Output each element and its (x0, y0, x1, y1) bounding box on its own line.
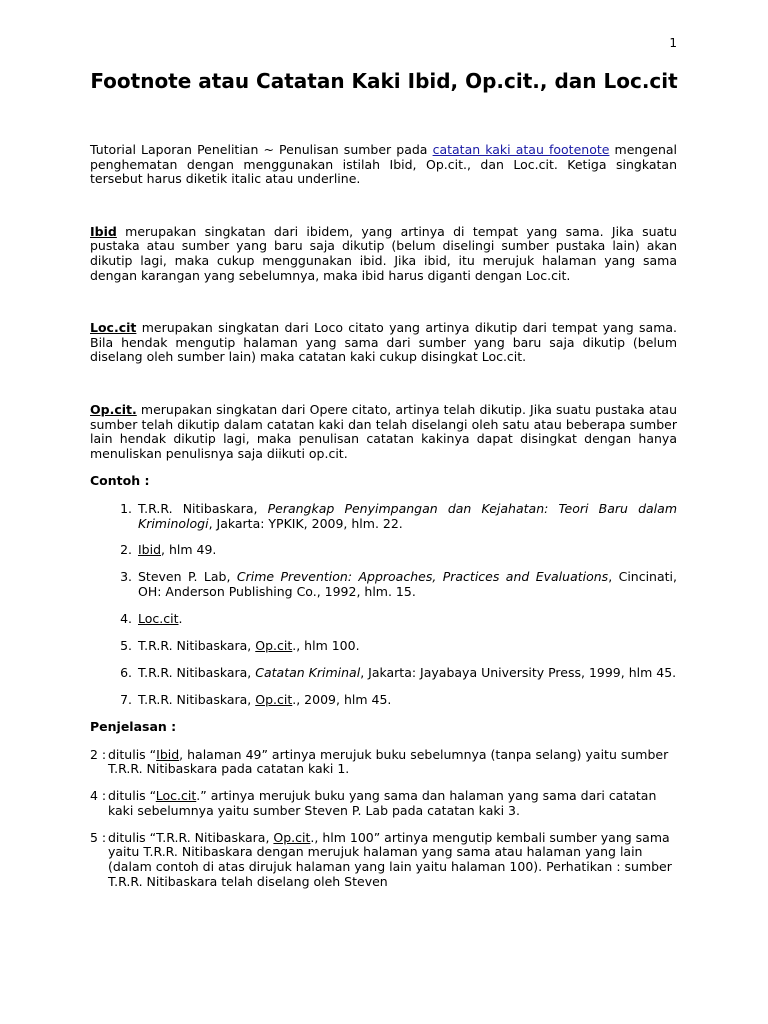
intro-text-after: mengenal penghematan dengan menggunakan istilah Ibid, Op.cit., dan Loc.cit. Ketiga singkatan tersebut harus diketik italic atau underline. (90, 142, 678, 187)
example-7-page: ., 2009, hlm 45. (292, 692, 392, 707)
explanation-item-4 (90, 789, 677, 818)
loccit-paragraph (90, 321, 677, 365)
explanation-text: ditulis “Ibid, halaman 49” artinya merujuk buku sebelumnya (tanpa selang) yaitu sumber T.R.R. Nitibaskara pada catatan kaki 1. (108, 746, 669, 777)
example-item-1 (136, 502, 677, 531)
explanation-item-2 (90, 748, 677, 777)
explanation-item-5 (90, 831, 677, 889)
example-4-loccit: Loc.cit (138, 611, 179, 627)
explanation-number: 5 : (90, 829, 107, 845)
example-item-2 (136, 543, 677, 558)
example-item-3 (136, 570, 677, 599)
example-item-7 (136, 693, 677, 708)
example-5-page: ., hlm 100. (292, 638, 360, 654)
example-7-opcit: Op.cit (255, 692, 293, 707)
loccit-text: merupakan singkatan dari Loco citato yang artinya dikutip dari tempat yang sama. Bila hendak mengutip halaman yang sama dari sumber yang baru saja dikutip (belum diselang oleh sumber lain) maka catatan kaki cukup disingkat Loc.cit. (90, 320, 677, 365)
page-number: 1 (669, 36, 677, 50)
intro-text-before: Tutorial Laporan Penelitian ~ Penulisan sumber pada (90, 142, 433, 157)
intro-paragraph (90, 143, 677, 187)
example-1-author: T.R.R. Nitibaskara, (138, 500, 268, 516)
opcit-text: merupakan singkatan dari Opere citato, artinya telah dikutip. Jika suatu pustaka atau sumber telah dikutip dalam catatan kaki dan telah diselangi oleh satu atau beberapa sumber lain hendak dikutip lagi, maka penulisan catatan kakinya dapat disingkat dengan hanya menuliskan penulisnya saja diikuti op.cit. (90, 401, 677, 461)
example-6-author: T.R.R. Nitibaskara, (138, 665, 256, 681)
explanation-text: ditulis “T.R.R. Nitibaskara, Op.cit., hlm 100” artinya mengutip kembali sumber yang sama yaitu T.R.R. Nitibaskara dengan merujuk halaman yang sama atau halaman yang lain (dalam contoh di atas dirujuk halaman yang lain yaitu halaman 100). Perhatikan : sumber T.R.R. Nitibaskara telah diselang oleh Steven (108, 829, 672, 889)
loccit-term: Loc.cit (90, 320, 137, 336)
example-6-title: Catatan Kriminal (255, 665, 361, 681)
example-5-opcit: Op.cit (255, 638, 293, 654)
ibid-paragraph (90, 225, 677, 283)
opcit-term: Op.cit. (90, 401, 137, 417)
explanation-number: 2 : (90, 746, 107, 762)
example-1-publisher: , Jakarta: YPKIK, 2009, hlm. 22. (208, 515, 403, 531)
penjelasan-heading: Penjelasan : (90, 718, 177, 734)
example-2-ibid: Ibid (138, 542, 162, 558)
example-3-author: Steven P. Lab, (138, 569, 237, 585)
footnote-link[interactable]: catatan kaki atau footenote (432, 142, 610, 157)
examples-list (90, 502, 677, 708)
example-5-author: T.R.R. Nitibaskara, (138, 638, 256, 654)
contoh-heading: Contoh : (90, 473, 150, 489)
page-title: Footnote atau Catatan Kaki Ibid, Op.cit., dan Loc.cit (90, 69, 678, 93)
example-item-5 (136, 639, 677, 654)
explanation-number: 4 : (90, 788, 107, 804)
opcit-paragraph (90, 403, 677, 461)
example-item-6 (136, 666, 677, 681)
example-3-publisher: , Cincinati, OH: Anderson Publishing Co., 1992, hlm. 15. (138, 569, 677, 600)
example-3-title: Crime Prevention: Approaches, Practices and Evaluations (236, 569, 609, 585)
example-6-publisher: , Jakarta: Jayabaya University Press, 1999, hlm 45. (360, 665, 677, 681)
example-2-page: , hlm 49. (161, 542, 217, 558)
example-7-author: T.R.R. Nitibaskara, (138, 692, 256, 707)
example-1-title: Perangkap Penyimpangan dan Kejahatan: Teori Baru dalam Kriminologi (138, 500, 677, 531)
ibid-text: merupakan singkatan dari ibidem, yang artinya di tempat yang sama. Jika suatu pustaka atau sumber yang baru saja dikutip (belum diselingi sumber pustaka lain) akan dikutip lagi, maka cukup menggunakan ibid. Jika ibid, itu merujuk halaman yang sama dengan karangan yang sebelumnya, maka ibid harus diganti dengan Loc.cit. (90, 223, 677, 283)
example-4-suffix: . (178, 611, 183, 627)
document-body (90, 143, 677, 902)
ibid-term: Ibid (90, 223, 117, 239)
example-item-4 (136, 612, 677, 627)
explanation-text: ditulis “Loc.cit.” artinya merujuk buku yang sama dan halaman yang sama dari catatan kaki sebelumnya yaitu sumber Steven P. Lab pada catatan kaki 3. (108, 788, 657, 818)
